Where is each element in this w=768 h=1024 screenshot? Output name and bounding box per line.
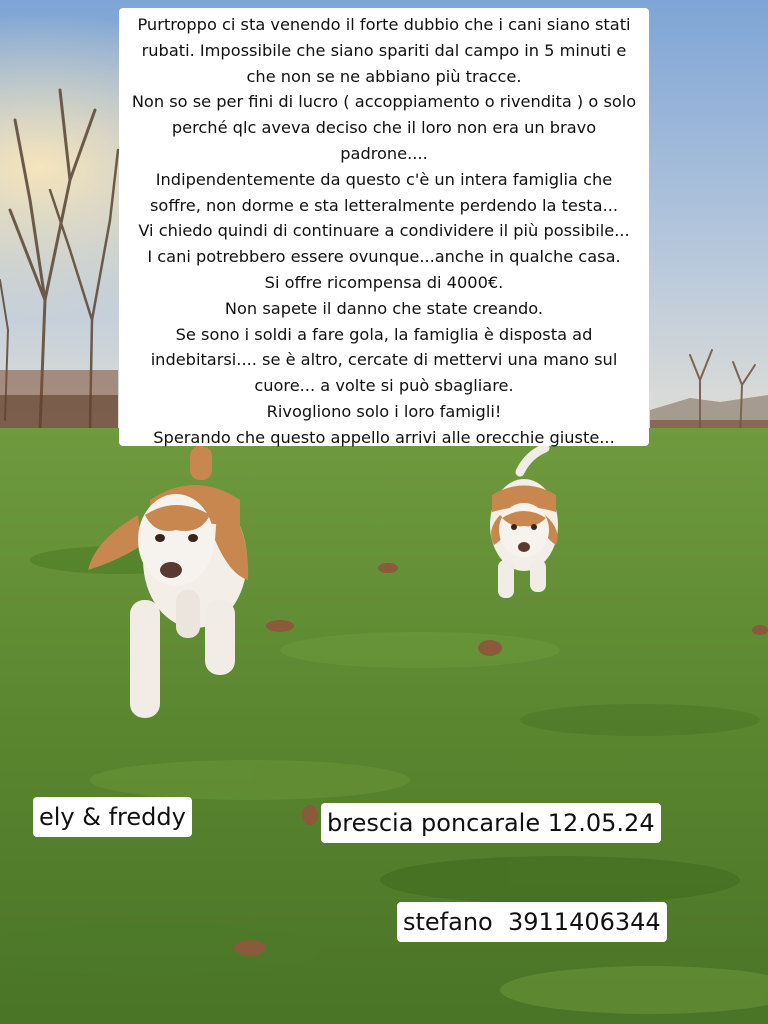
appeal-line: indebitarsi.... se è altro, cercate di mettervi una mano sul xyxy=(150,350,618,370)
appeal-line: Non so se per fini di lucro ( accoppiamento o rivendita ) o solo xyxy=(131,92,637,112)
appeal-line: Purtroppo ci sta venendo il forte dubbio che i cani siano stati xyxy=(137,15,631,34)
appeal-line: Se sono i soldi a fare gola, la famiglia è disposta ad xyxy=(175,324,593,344)
appeal-line: Si offre ricompensa di 4000€. xyxy=(264,272,504,292)
appeal-line: soffre, non dorme e sta letteralmente perdendo la testa... xyxy=(149,195,619,215)
appeal-line: Indipendentemente da questo c'è un intera famiglia che xyxy=(155,169,613,189)
appeal-line: Sperando che questo appello arrivi alle orecchie giuste... xyxy=(153,427,615,447)
place-date-tag: brescia poncarale 12.05.24 xyxy=(321,803,661,843)
appeal-line: Vi chiedo quindi di continuare a condividere il più possibile... xyxy=(138,221,630,241)
appeal-line: I cani potrebbero essere ovunque...anche in qualche casa. xyxy=(147,247,621,267)
appeal-line: rubati. Impossibile che siano spariti dal campo in 5 minuti e xyxy=(141,40,627,60)
appeal-line: perché qlc aveva deciso che il loro non era un bravo xyxy=(171,118,597,138)
appeal-line: che non se ne abbiano più tracce. xyxy=(246,66,522,86)
appeal-line: Rivogliono solo i loro famigli! xyxy=(266,401,502,421)
appeal-text-box xyxy=(119,8,649,446)
appeal-line: cuore... a volte si può sbagliare. xyxy=(254,376,514,396)
dog-names-tag: ely & freddy xyxy=(33,797,192,837)
contact-tag: stefano 3911406344 xyxy=(397,902,667,942)
appeal-line: Non sapete il danno che state creando. xyxy=(224,298,544,318)
appeal-line: padrone.... xyxy=(340,143,428,163)
